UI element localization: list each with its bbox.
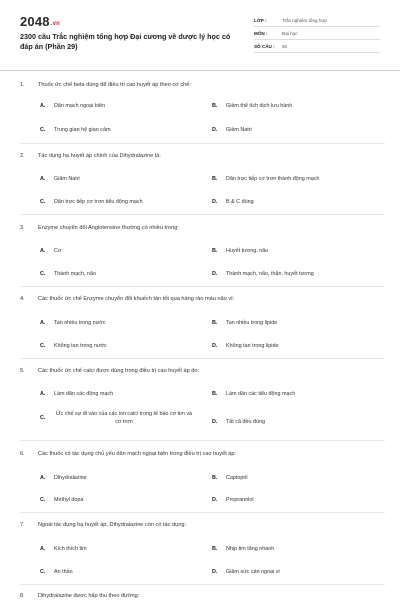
option-letter: A.	[40, 391, 46, 397]
option-5d[interactable]	[212, 418, 265, 426]
question-6	[20, 451, 385, 457]
question-text: Các thuốc ức chế Enzyme chuyển đổi khuếch tán tốt qua hàng rào máu não vì:	[38, 296, 235, 302]
option-4b[interactable]	[212, 319, 277, 327]
option-text: Tan nhiều trong lipide	[226, 320, 278, 326]
option-letter: B.	[212, 320, 218, 326]
option-6b[interactable]	[212, 474, 248, 482]
option-7c[interactable]	[40, 568, 73, 576]
meta-count-key: SỐ CÂU :	[254, 44, 275, 49]
option-letter: D.	[212, 497, 218, 503]
question-number: 2.	[20, 153, 25, 159]
option-letter: C.	[40, 271, 46, 277]
option-letter: A.	[40, 103, 46, 109]
option-5a[interactable]	[40, 390, 113, 398]
option-7d[interactable]	[212, 568, 280, 576]
question-text: Các thuốc ức chế calci được dùng trong điều trị cao huyết áp do:	[38, 368, 200, 374]
page-title: 2300 câu Trắc nghiệm tổng hợp Đại cương về dược lý học có đáp án (Phần 29)	[20, 32, 231, 51]
option-5b[interactable]	[212, 390, 295, 398]
option-text: Giảm sức cản ngoại vi	[226, 569, 280, 575]
meta-class-key: LỚP :	[254, 18, 267, 23]
question-text: Ngoài tác dụng hạ huyết áp, Dihydralazine còn có tác dụng:	[38, 522, 187, 528]
question-separator	[20, 143, 385, 144]
question-7	[20, 522, 385, 528]
option-2b[interactable]	[212, 175, 319, 183]
question-number: 4.	[20, 296, 25, 302]
question-8	[20, 593, 385, 599]
option-text: Thành mạch, não	[54, 271, 96, 277]
option-letter: D.	[212, 569, 218, 575]
option-text: Methyl dopa	[54, 497, 84, 503]
option-text: Kích thích tim	[54, 546, 87, 552]
meta-subject-value: Đại học	[282, 31, 298, 36]
option-letter: C.	[40, 415, 46, 421]
option-letter: D.	[212, 271, 218, 277]
question-number: 7.	[20, 522, 25, 528]
header-divider	[0, 70, 400, 71]
logo-text: 2048	[20, 14, 50, 29]
question-3	[20, 225, 385, 231]
option-letter: C.	[40, 199, 46, 205]
option-text: Tan nhiều trong nước	[54, 320, 106, 326]
option-letter: B.	[212, 176, 218, 182]
question-1	[20, 82, 385, 88]
site-logo[interactable]	[20, 14, 60, 29]
option-letter: A.	[40, 176, 46, 182]
option-2d[interactable]	[212, 198, 254, 206]
meta-subject-key: MÔN :	[254, 31, 268, 36]
option-3b[interactable]	[212, 247, 268, 255]
option-text: Tất cả đều đúng	[226, 419, 265, 425]
option-letter: C.	[40, 343, 46, 349]
question-separator	[20, 214, 385, 215]
option-1a[interactable]	[40, 102, 105, 110]
option-text: Làm dãn các tiểu động mạch	[226, 391, 296, 397]
option-letter: A.	[40, 475, 46, 481]
meta-count-row	[254, 44, 380, 53]
option-text: Giảm Natri	[226, 127, 252, 133]
option-text: B & C đúng	[226, 199, 254, 205]
question-number: 6.	[20, 451, 25, 457]
option-letter: D.	[212, 343, 218, 349]
option-letter: A.	[40, 248, 46, 254]
option-text: Giảm thể tích dịch lưu hành	[226, 103, 293, 109]
option-6a[interactable]	[40, 474, 87, 482]
option-1b[interactable]	[212, 102, 292, 110]
option-text: Ức chế sự đi vào của các ion calci trong tế bào cơ tim và cơ trơn	[55, 411, 193, 425]
option-text: Giảm Natri	[54, 176, 80, 182]
option-1d[interactable]	[212, 126, 252, 134]
option-4a[interactable]	[40, 319, 106, 327]
question-separator	[20, 584, 385, 585]
option-letter: B.	[212, 391, 218, 397]
option-letter: D.	[212, 419, 218, 425]
option-2c[interactable]	[40, 198, 143, 206]
option-3c[interactable]	[40, 270, 96, 278]
option-letter: B.	[212, 475, 218, 481]
option-letter: C.	[40, 127, 46, 133]
option-7a[interactable]	[40, 545, 87, 553]
question-text: Thuốc ức chế beta dùng để điều trị cao huyết áp theo cơ chế:	[38, 82, 191, 88]
question-number: 3.	[20, 225, 25, 231]
meta-class-value: Trắc nghiệm tổng hợp	[282, 18, 327, 23]
meta-class-row	[254, 18, 380, 27]
option-text: Không tan trong lipide	[226, 343, 279, 349]
question-5	[20, 368, 385, 374]
logo-suffix: .vn	[50, 21, 61, 27]
question-separator	[20, 512, 385, 513]
option-text: Nhịp tim tăng nhanh	[226, 546, 275, 552]
option-letter: D.	[212, 127, 218, 133]
option-6d[interactable]	[212, 496, 254, 504]
option-3d[interactable]	[212, 270, 314, 278]
option-text: An thần	[54, 569, 73, 575]
option-5c[interactable]	[40, 410, 210, 426]
option-text: Trung gian hệ giao cảm	[54, 127, 111, 133]
option-text: Không tan trong nước	[54, 343, 107, 349]
question-separator	[20, 440, 385, 441]
option-letter: A.	[40, 320, 46, 326]
option-2a[interactable]	[40, 175, 80, 183]
question-text: Các thuốc có tác dụng chủ yếu dãn mạch ngoại biên trong điều trị cao huyết áp:	[38, 451, 237, 457]
question-number: 8.	[20, 593, 25, 599]
option-letter: C.	[40, 569, 46, 575]
meta-subject-row	[254, 31, 380, 40]
question-text: Enzyme chuyển đổi Angiotensine thường có nhiều trong:	[38, 225, 179, 231]
option-letter: D.	[212, 199, 218, 205]
option-4c[interactable]	[40, 342, 107, 350]
question-number: 1.	[20, 82, 25, 88]
option-text: Dãn mạch ngoại biên	[54, 103, 105, 109]
option-letter: B.	[212, 248, 218, 254]
option-text: Dãn trực tiếp cơ trơn thành động mạch	[226, 176, 320, 182]
option-text: Captopril	[226, 475, 248, 481]
meta-count-value: 50	[282, 44, 288, 49]
question-2	[20, 153, 385, 159]
option-letter: A.	[40, 546, 46, 552]
question-separator	[20, 358, 385, 359]
question-text: Tác dụng hạ huyết áp chính của Dihydralazine là:	[38, 153, 161, 159]
option-3a[interactable]	[40, 247, 61, 255]
option-letter: B.	[212, 103, 218, 109]
option-letter: B.	[212, 546, 218, 552]
option-letter: C.	[40, 497, 46, 503]
option-text: Propranolol	[226, 497, 254, 503]
question-number: 5.	[20, 368, 25, 374]
option-7b[interactable]	[212, 545, 274, 553]
option-6c[interactable]	[40, 496, 83, 504]
option-4d[interactable]	[212, 342, 278, 350]
option-1c[interactable]	[40, 126, 110, 134]
option-text: Làm dãn các động mạch	[54, 391, 114, 397]
option-text: Thành mạch, não, thận, huyết tương	[226, 271, 314, 277]
question-text: Dihydralazine được hấp thu theo đường:	[38, 593, 140, 599]
option-text: Cơ	[54, 248, 62, 254]
question-separator	[20, 286, 385, 287]
question-4	[20, 296, 385, 302]
option-text: Dihydralazine	[54, 475, 87, 481]
option-text: Huyết tương, não	[226, 248, 269, 254]
option-text: Dãn trực tiếp cơ trơn tiểu động mạch	[54, 199, 143, 205]
